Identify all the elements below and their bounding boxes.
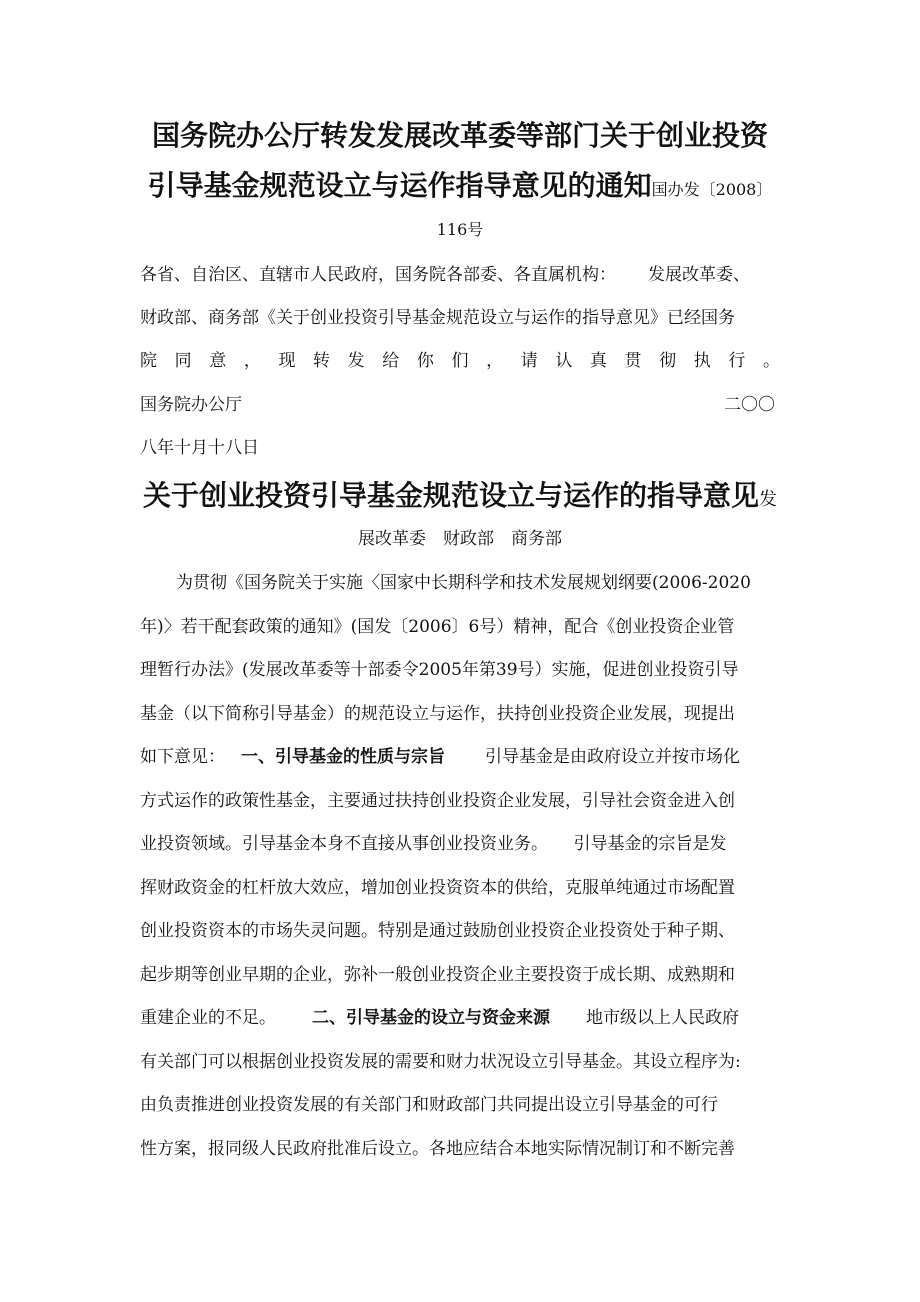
- para-line: 起步期等创业早期的企业，弥补一般创业投资企业主要投资于成长期、成熟期和: [140, 965, 735, 985]
- doc-number: 国办发〔2008〕: [651, 180, 773, 199]
- para-line: 基金（以下简称引导基金）的规范设立与运作，扶持创业投资企业发展，现提出: [140, 704, 735, 724]
- para-line-heading2: [140, 1006, 790, 1030]
- para-line: 挥财政资金的杠杆放大效应，增加创业投资资本的供给，克服单纯通过市场配置: [140, 878, 735, 898]
- spread-char: 请: [520, 351, 538, 371]
- body-start: 发展改革委、: [648, 265, 750, 285]
- section-heading-1: 一、引导基金的性质与宗旨: [241, 747, 445, 767]
- spread-char: 执: [693, 351, 711, 371]
- spread-char: 真: [589, 351, 607, 371]
- date-part2: 八年十月十八日: [140, 438, 259, 458]
- body-line: 财政部、商务部《关于创业投资引导基金规范设立与运作的指导意见》已经国务: [140, 308, 735, 328]
- spread-char: 现: [278, 351, 296, 371]
- notice-title-line2: [0, 168, 920, 208]
- spread-char: 同: [174, 351, 192, 371]
- issuers: 展改革委 财政部 商务部: [358, 529, 562, 549]
- para-text: 地市级以上人民政府: [586, 1008, 739, 1028]
- signer: 国务院办公厅: [140, 395, 242, 415]
- para-line: 业投资领域。引导基金本身不直接从事创业投资业务。 引导基金的宗旨是发: [140, 834, 727, 854]
- opinion-title-text: 关于创业投资引导基金规范设立与运作的指导意见: [142, 479, 759, 512]
- notice-title-text: 引导基金规范设立与运作指导意见的通知: [147, 169, 652, 202]
- spread-char: 。: [762, 351, 780, 371]
- addressee: 各省、自治区、直辖市人民政府，国务院各部委、各直属机构：: [140, 265, 616, 285]
- body-line-justified: [140, 349, 780, 373]
- addressee-line: [140, 263, 790, 287]
- para-line: 性方案，报同级人民政府批准后设立。各地应结合本地实际情况制订和不断完善: [140, 1139, 735, 1159]
- spread-char: 你: [416, 351, 434, 371]
- spread-char: ，: [243, 351, 261, 371]
- section-heading-2: 二、引导基金的设立与资金来源: [312, 1008, 550, 1028]
- para-line: 创业投资资本的市场失灵问题。特别是通过鼓励创业投资企业投资处于种子期、: [140, 921, 735, 941]
- para-text: 重建企业的不足。: [140, 1008, 276, 1028]
- spread-char: 院: [140, 351, 157, 371]
- para-line: 方式运作的政策性基金，主要通过扶持创业投资企业发展，引导社会资金进入创: [140, 791, 735, 811]
- para-text: 引导基金是由政府设立并按市场化: [485, 747, 740, 767]
- spread-char: 转: [313, 351, 331, 371]
- para-line: 理暂行办法》(发展改革委等十部委令2005年第39号）实施，促进创业投资引导: [140, 660, 739, 680]
- date-part1: 二〇〇: [724, 395, 775, 415]
- para-line: 为贯彻《国务院关于实施〈国家中长期科学和技术发展规划纲要(2006-2020: [176, 573, 751, 593]
- notice-title-line1: 国务院办公厅转发发展改革委等部门关于创业投资: [151, 119, 768, 152]
- spread-char: ，: [486, 351, 504, 371]
- opinion-title-tail: 发: [759, 489, 777, 510]
- spread-char: 们: [451, 351, 469, 371]
- spread-char: 行: [728, 351, 746, 371]
- spread-char: 意: [209, 351, 227, 371]
- spread-char: 彻: [659, 351, 677, 371]
- para-line-heading1: [140, 745, 790, 769]
- opinion-title: [0, 478, 920, 518]
- doc-number-cont: 116号: [436, 220, 484, 239]
- spread-char: 发: [347, 351, 365, 371]
- spread-char: 认: [555, 351, 573, 371]
- para-text: 如下意见：: [140, 747, 225, 767]
- spread-char: 贯: [624, 351, 642, 371]
- para-line: 有关部门可以根据创业投资发展的需要和财力状况设立引导基金。其设立程序为:: [140, 1052, 741, 1072]
- spread-char: 给: [382, 351, 400, 371]
- para-line: 由负责推进创业投资发展的有关部门和财政部门共同提出设立引导基金的可行: [140, 1095, 718, 1115]
- para-line: 年)〉若干配套政策的通知》(国发〔2006〕6号）精神，配合《创业投资企业管: [140, 617, 735, 637]
